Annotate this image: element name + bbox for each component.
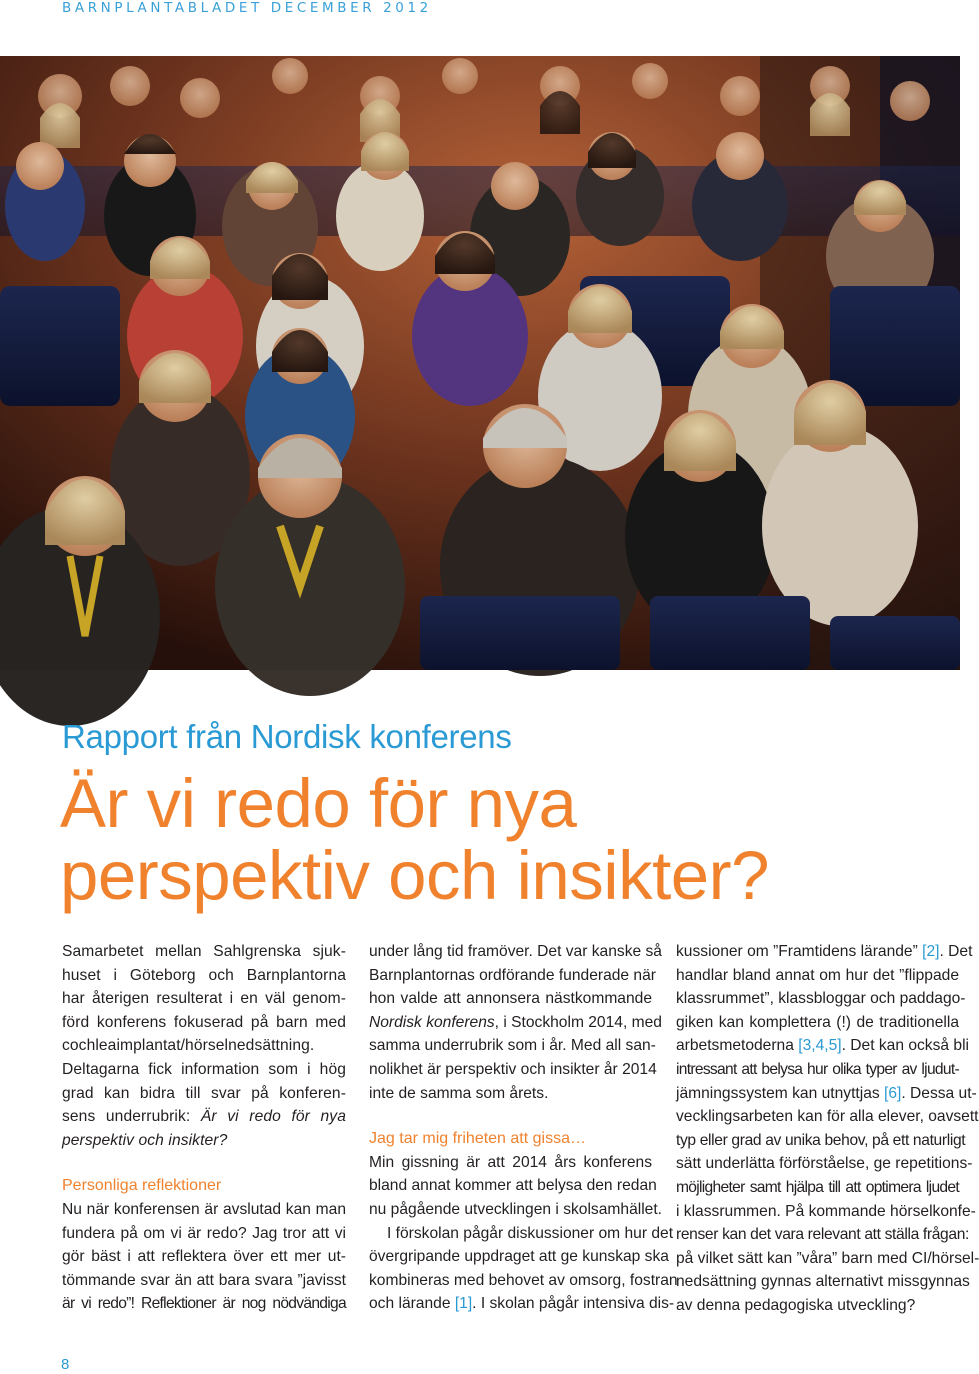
section-subhead: Personliga reflektioner <box>62 1177 222 1195</box>
column-1 <box>62 940 346 1316</box>
body-line: nedsättning gynnas alternativt missgynnas <box>676 1273 970 1291</box>
photo-illustration <box>0 56 960 670</box>
spacer <box>369 1105 652 1116</box>
lead-italic: Är vi redo för nya <box>200 1108 346 1126</box>
body-text: jämningssystem kan utnyttjas <box>676 1084 885 1102</box>
lead-line: huset i Göteborg och Barnplantorna <box>62 966 346 984</box>
body-line: typ eller grad av unika behov, på ett naturligt <box>676 1131 966 1149</box>
lead-line <box>62 1105 346 1129</box>
body-line: fundera på om vi är redo? Jag tror att vi <box>62 1224 346 1242</box>
body-line: möjligheter samt hjälpa till att optimera ljudet <box>676 1178 959 1196</box>
page-number: 8 <box>61 1356 70 1373</box>
body-line <box>369 1011 662 1035</box>
body-line: renser kan det vara relevant att ställa frågan: <box>676 1226 969 1244</box>
body-line: bland annat kommer att belysa den redan <box>369 1177 657 1195</box>
citation-link[interactable]: [6] <box>884 1084 902 1102</box>
lead-line: Deltagarna fick information som i hög <box>62 1060 346 1078</box>
running-head: BARNPLANTABLADET DECEMBER 2012 <box>62 0 432 16</box>
body-line: kombineras med behovet av omsorg, fostran <box>369 1271 678 1289</box>
body-line: Min gissning är att 2014 års konferens <box>369 1153 652 1171</box>
body-line: sätt underlätta förförståelse, ge repetitions- <box>676 1155 973 1173</box>
headline-line-2: perspektiv och insikter? <box>60 837 769 914</box>
body-line: Barnplantornas ordförande funderade när <box>369 966 656 984</box>
body-line: intressant att belysa hur olika typer av ljudut- <box>676 1060 959 1078</box>
body-line: hon valde att annonsera nästkommande <box>369 990 652 1008</box>
column-3 <box>676 940 979 1318</box>
lead-line-text: sens underrubrik: <box>62 1108 201 1126</box>
body-line: i klassrummen. På kommande hörselkonfe- <box>676 1202 976 1220</box>
body-line: under lång tid framöver. Det var kanske så <box>369 943 662 960</box>
lead-line: har återigen resulterat i en väl genom- <box>62 990 346 1008</box>
body-line: giken kan komplettera (!) de traditionella <box>676 1013 959 1031</box>
conference-audience-photo <box>0 56 960 670</box>
body-line: I förskolan pågår diskussioner om hur det <box>387 1224 674 1242</box>
body-line: av denna pedagogiska utveckling? <box>676 1296 916 1314</box>
body-text: arbetsmetoderna <box>676 1037 799 1055</box>
column-2 <box>369 940 678 1316</box>
body-text: . I skolan pågår intensiva dis- <box>472 1295 675 1313</box>
citation-link[interactable]: [2] <box>922 943 940 960</box>
body-paragraph <box>62 1198 346 1316</box>
spacer <box>62 1152 346 1163</box>
body-text: . Det kan också bli <box>841 1037 970 1055</box>
body-line: övergripande uppdraget att ge kunskap ska <box>369 1248 669 1266</box>
article-kicker: Rapport från Nordisk konferens <box>62 718 512 755</box>
body-line: tömmande svar än att bara svara ”javisst <box>62 1271 346 1289</box>
body-line <box>676 1034 970 1058</box>
section-subhead: Jag tar mig friheten att gissa… <box>369 1130 586 1148</box>
lead-line: grad kan bidra till svar på konferen- <box>62 1084 346 1102</box>
body-line: inte de samma som årets. <box>369 1084 549 1102</box>
body-line: vecklingsarbeten kan för alla elever, oavsett <box>676 1108 979 1126</box>
body-line: samma underrubrik som i år. Med all san- <box>369 1037 656 1055</box>
lead-line <box>62 1129 346 1153</box>
spacer <box>62 1163 346 1174</box>
body-line <box>369 1292 675 1316</box>
lead-line: förd konferens fokuserad på barn med <box>62 1013 346 1031</box>
body-line <box>676 940 973 964</box>
body-text: . Det <box>939 943 973 960</box>
body-line: Nu när konferensen är avslutad kan man <box>62 1200 346 1218</box>
headline-line-1: Är vi redo för nya <box>60 765 577 842</box>
publication-name: Nordisk konferens <box>369 1013 495 1031</box>
body-text: , i Stockholm 2014, med <box>494 1013 662 1031</box>
body-text: . Dessa ut- <box>901 1084 977 1102</box>
spacer <box>369 1116 652 1127</box>
lead-paragraph <box>62 940 346 1152</box>
lead-line: cochleaimplantat/hörselnedsättning. <box>62 1037 315 1055</box>
article-headline <box>60 765 769 914</box>
body-line: gör bäst i att reflektera över ett mer ut- <box>62 1248 346 1266</box>
body-line <box>676 1082 977 1106</box>
citation-link[interactable]: [1] <box>454 1295 473 1313</box>
citation-link[interactable]: [3,4,5] <box>798 1037 842 1055</box>
body-line: klassrummet”, klassbloggar och paddago- <box>676 990 966 1008</box>
body-line: nolikhet är perspektiv och insikter år 2014 <box>369 1060 657 1078</box>
lead-line: Samarbetet mellan Sahlgrenska sjuk- <box>62 943 346 960</box>
lead-italic: perspektiv och insikter? <box>62 1131 228 1149</box>
body-text: kussioner om ”Framtidens lärande” <box>676 943 923 960</box>
body-line: på vilket sätt kan ”våra” barn med CI/hörsel- <box>676 1249 979 1267</box>
body-line: handlar bland annat om hur det ”flippade <box>676 966 959 984</box>
body-text: och lärande <box>369 1295 455 1313</box>
body-line: nu pågående utvecklingen i skolsamhället. <box>369 1200 663 1218</box>
body-line: är vi redo”! Reflektioner är nog nödvändiga <box>62 1295 346 1313</box>
